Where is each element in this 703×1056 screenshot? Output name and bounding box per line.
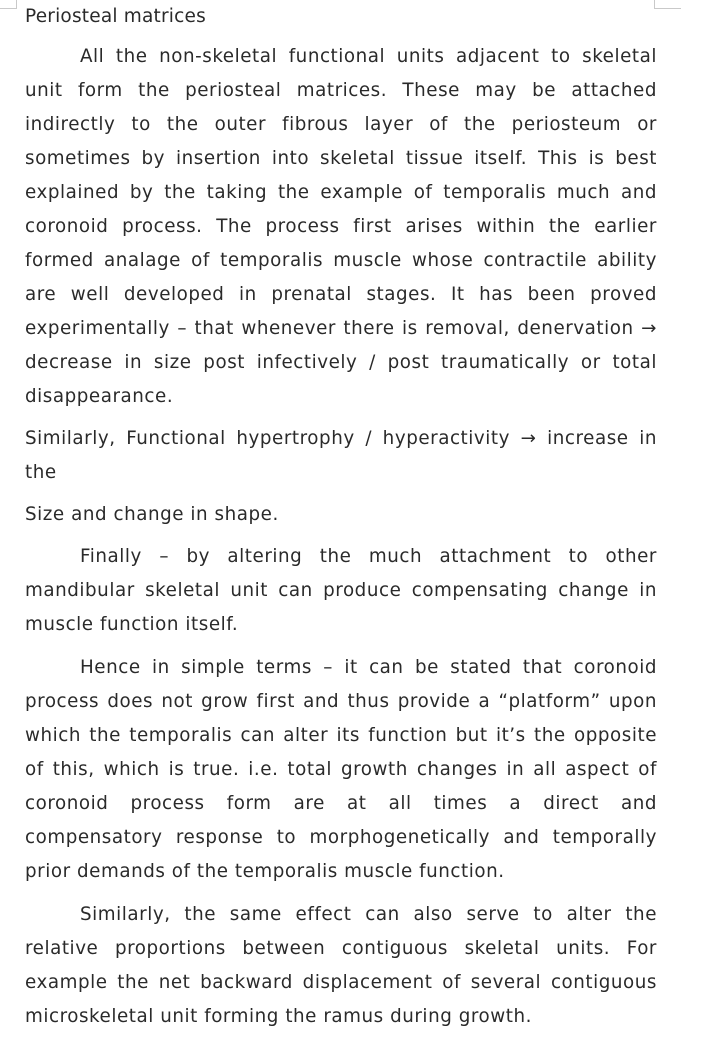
page-corner-mark-right — [654, 0, 681, 9]
paragraph-size-change: Size and change in shape. — [25, 504, 279, 525]
paragraph-hypertrophy: Similarly, Functional hypertrophy / hyperactivity → increase in the — [25, 428, 657, 483]
document-page — [25, 4, 657, 1034]
paragraph-periosteal-intro: All the non-skeletal functional units adjacent to skeletal unit form the periosteal matrices. These may be attached indirectly to the outer fibrous layer of the periosteum or sometimes by insertion into skeletal tissue itself. This is best explained by the taking the example of temporalis much and coronoid process. The process first arises within the earlier formed analage of temporalis muscle whose contractile ability are well developed in prenatal stages. It has been proved experimentally – that whenever there is removal, denervation → decrease in size post infectively / post traumatically or total disappearance. — [25, 46, 657, 407]
section-heading: Periosteal matrices — [25, 6, 206, 27]
paragraph-spacer — [25, 532, 657, 540]
paragraph-spacer — [25, 490, 657, 498]
paragraph-spacer — [25, 414, 657, 422]
paragraph-hence: Hence in simple terms – it can be stated that coronoid process does not grow first and thus provide a “platform” upon which the temporalis can alter its function but it’s the opposite of this, which is true. i.e. total growth changes in all aspect of coronoid process form are at all times a direct and compensatory response to morphogenetically and temporally prior demands of the temporalis muscle function. — [25, 657, 657, 882]
paragraph-spacer — [25, 642, 657, 651]
paragraph-relative-proportions: Similarly, the same effect can also serve to alter the relative proportions between contiguous skeletal units. For example the net backward displacement of several contiguous microskeletal unit forming the ramus during growth. — [25, 904, 657, 1027]
paragraph-finally: Finally – by altering the much attachment to other mandibular skeletal unit can produce compensating change in muscle function itself. — [25, 546, 657, 635]
paragraph-spacer — [25, 889, 657, 898]
page-corner-mark-left — [0, 0, 17, 9]
